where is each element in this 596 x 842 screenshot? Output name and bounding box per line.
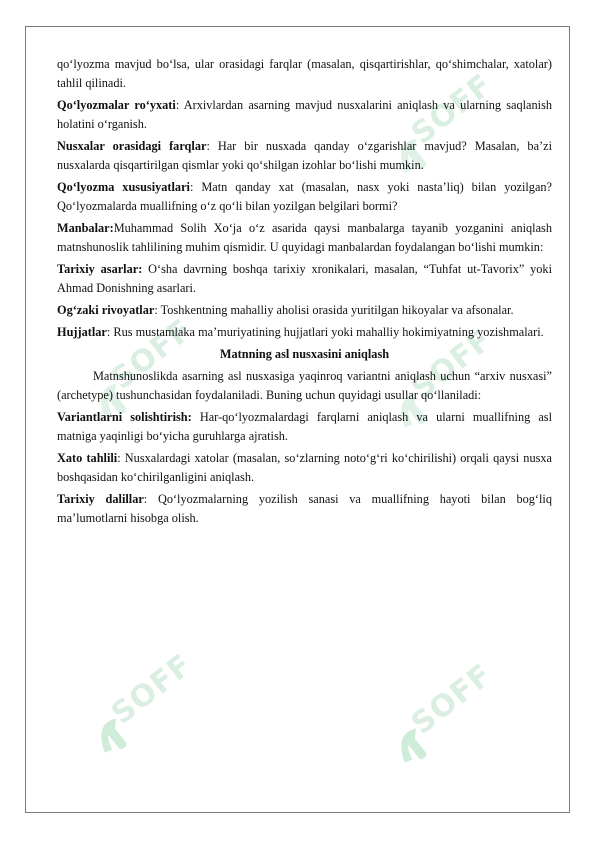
term-label: Variantlarni solishtirish:: [57, 410, 192, 424]
paragraph-text: : Qo‘lyozmalarning yozilish sanasi va muallifning hayoti bilan bog‘liq ma’lumotlarni hisobga olish.: [57, 492, 552, 525]
paragraph-text: O‘sha davrning boshqa tarixiy xronikalari, masalan, “Tuhfat ut-Tavorix” yoki Ahmad Donishning asarlari.: [57, 262, 552, 295]
term-label: Nusxalar orasidagi farqlar: [57, 139, 207, 153]
term-label: Og‘zaki rivoyatlar: [57, 303, 155, 317]
watermark-text: SOFF: [104, 312, 200, 397]
paragraph: [57, 260, 552, 298]
watermark-logo: [370, 657, 520, 790]
watermark-text: SOFF: [404, 657, 500, 742]
paragraph-text: : Nusxalardagi xatolar (masalan, so‘zlarning noto‘g‘ri ko‘chirilishi) orqali qaysi nusxa boshqasidan ko‘chirilganligini aniqlash.: [57, 451, 552, 484]
paragraph: [57, 137, 552, 175]
term-label: Tarixiy asarlar:: [57, 262, 143, 276]
term-label: Qo‘lyozmalar ro‘yxati: [57, 98, 176, 112]
watermark-text: SOFF: [404, 67, 500, 152]
document-body: [57, 55, 552, 531]
paragraph-text: : Rus mustamlaka ma’muriyatining hujjatlari yoki mahalliy hokimiyatning yozishmalari.: [106, 325, 544, 339]
paragraph: [57, 96, 552, 134]
paragraph-text: : Arxivlardan asarning mavjud nusxalarini aniqlash va ularning saqlanish holatini o‘rganish.: [57, 98, 553, 131]
paragraph: [57, 219, 552, 257]
paragraph: [57, 408, 552, 446]
paragraph-text: Muhammad Solih Xo‘ja o‘z asarida qaysi manbalarga tayanib yozganini aniqlash matnshunoslik tahlilining muhim qismidir. U quyidagi manbalardan foydalangan bo‘lishi mumkin:: [57, 221, 552, 254]
paragraph-text: Har-qo‘lyozmalardagi farqlarni aniqlash va ularni muallifning asl matniga yaqinligi bo‘yicha guruhlarga ajratish.: [57, 410, 552, 443]
term-label: Hujjatlar: [57, 325, 107, 339]
paragraph: [57, 323, 552, 342]
paragraph: [57, 55, 552, 93]
watermark-text: SOFF: [104, 647, 200, 732]
section-heading: Matnning asl nusxasini aniqlash: [219, 347, 390, 361]
paragraph-text: : Toshkentning mahalliy aholisi orasida yuritilgan hikoyalar va afsonalar.: [154, 303, 514, 317]
term-label: Tarixiy dalillar: [57, 492, 144, 506]
term-label: Xato tahlili: [57, 451, 118, 465]
paragraph: [57, 301, 552, 320]
paragraph-text: : Matn qanday xat (masalan, nasx yoki nasta’liq) bilan yozilgan? Qo‘lyozmalarda muallifning o‘z qo‘li bilan yozilgan belgilari bormi?: [57, 180, 553, 213]
paragraph: [57, 449, 552, 487]
term-label: Manbalar:: [57, 221, 114, 235]
paragraph: [57, 178, 552, 216]
intro-paragraph: Matnshunoslikda asarning asl nusxasiga yaqinroq variantni aniqlash uchun “arxiv nusxasi” (archetype) tushunchasidan foydalaniladi. Buning uchun quyidagi usullar qo‘llaniladi:: [57, 369, 552, 402]
watermark-text: SOFF: [404, 322, 500, 407]
paragraph: [57, 490, 552, 528]
watermark-logo: [70, 647, 220, 780]
term-label: Qo‘lyozma xususiyatlari: [57, 180, 190, 194]
paragraph-text: : Har bir nusxada qanday o‘zgarishlar mavjud? Masalan, ba’zi nusxalarda qisqartirilgan qismlar yoki qo‘shilgan izohlar bo‘lishi mumkin.: [57, 139, 553, 172]
paragraph-text: qo‘lyozma mavjud bo‘lsa, ular orasidagi farqlar (masalan, qisqartirishlar, qo‘shimchalar, xatolar) tahlil qilinadi.: [57, 57, 552, 90]
